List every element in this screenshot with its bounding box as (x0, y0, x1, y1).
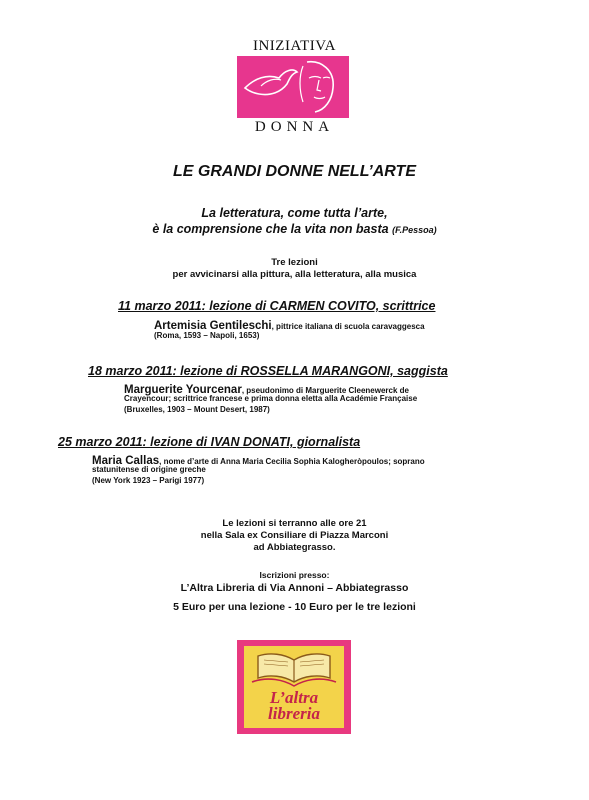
subject-desc: , nome d’arte di Anna Maria Cecilia Sophia Kalogheròpoulos; soprano (159, 457, 425, 466)
shop-logo-panel (244, 646, 344, 728)
intro-line-2: per avvicinarsi alla pittura, alla letteratura, alla musica (172, 269, 417, 280)
lesson-heading: 18 marzo 2011: lezione di ROSSELLA MARANGONI, saggista (88, 364, 448, 378)
quote-line-2 (0, 222, 589, 236)
registration-label: Iscrizioni presso: (259, 570, 330, 580)
quote-line-1: La letteratura, come tutta l’arte, (201, 206, 388, 220)
logo-org-top: INIZIATIVA (252, 38, 337, 54)
venue-line-2: nella Sala ex Consiliare di Piazza Marconi (200, 530, 389, 541)
subject-desc-line: Crayencour; scrittrice francese e prima donna eletta alla Académie Française (124, 394, 418, 403)
subject-name: Marguerite Yourcenar (124, 384, 242, 396)
subject-name: Maria Callas (92, 455, 160, 467)
quote-text: è la comprensione che la vita non basta (152, 222, 389, 236)
subject-name: Artemisia Gentileschi (154, 320, 272, 332)
shop-logo-line-2: libreria (268, 704, 320, 723)
lesson-heading: 11 marzo 2011: lezione di CARMEN COVITO, scrittrice (118, 299, 436, 313)
subject-dates: (Roma, 1593 – Napoli, 1653) (154, 331, 260, 340)
lesson-heading: 25 marzo 2011: lezione di IVAN DONATI, giornalista (58, 435, 361, 449)
subject-desc: , pittrice italiana di scuola caravaggesca (271, 322, 425, 331)
iniziativa-donna-logo (237, 56, 349, 118)
altra-libreria-logo (237, 640, 351, 734)
subject-dates: (New York 1923 – Parigi 1977) (92, 476, 205, 485)
dove-face-icon (237, 56, 349, 118)
logo-org-bottom: DONNA (254, 119, 335, 135)
quote-attribution: (F.Pessoa) (392, 225, 437, 235)
shop-logo-line-1: L’altra (269, 688, 319, 707)
open-book-icon (244, 648, 344, 688)
subject-dates: (Bruxelles, 1903 – Mount Desert, 1987) (124, 405, 270, 414)
page-title: LE GRANDI DONNE NELL’ARTE (173, 163, 416, 180)
subject-desc: , pseudonimo di Marguerite Cleenewerck de (241, 386, 409, 395)
venue-line-3: ad Abbiategrasso. (253, 542, 336, 553)
venue-line-1: Le lezioni si terranno alle ore 21 (222, 518, 367, 529)
subject-desc-line: statunitense di origine greche (92, 465, 206, 474)
intro-line-1: Tre lezioni (271, 257, 318, 268)
registration-place: L’Altra Libreria di Via Annoni – Abbiategrasso (180, 582, 409, 594)
registration-prices: 5 Euro per una lezione - 10 Euro per le tre lezioni (173, 601, 416, 613)
